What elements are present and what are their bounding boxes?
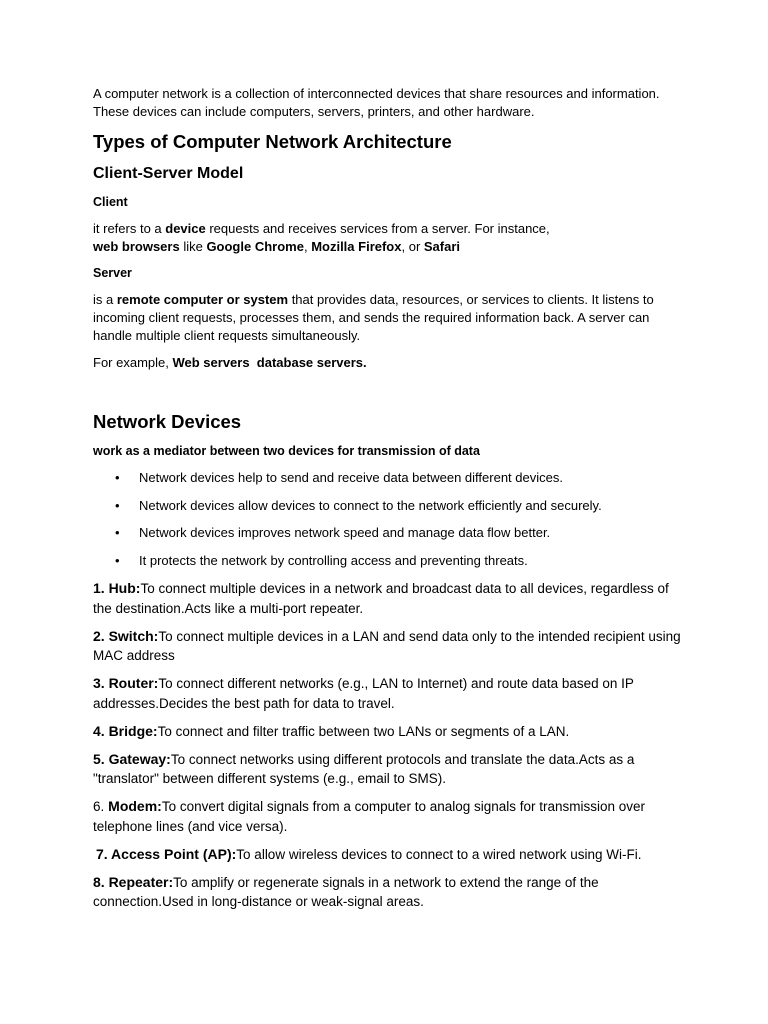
bullet-icon: • — [115, 552, 120, 568]
device-repeater — [93, 873, 685, 912]
document-content — [93, 85, 685, 912]
device-description: To allow wireless devices to connect to a wired network using Wi-Fi. — [236, 846, 642, 862]
device-description: To connect multiple devices in a network and broadcast data to all devices, regardless of the destination.Acts like a multi-port repeater. — [93, 581, 669, 616]
client-bold-device: device — [165, 221, 206, 236]
bullet-text: Network devices improves network speed and manage data flow better. — [139, 525, 551, 540]
device-modem — [93, 797, 685, 836]
client-paragraph — [93, 220, 573, 256]
device-term: 5. Gateway: — [93, 750, 171, 767]
server-text-2: that provides data, resources, or services to clients. It listens to incoming client requests, processes them, and sends the required information back. A server can handle multiple client requests simultaneously. — [93, 292, 654, 343]
device-term: Modem: — [104, 798, 162, 814]
bullet-text: Network devices help to send and receive data between different devices. — [139, 470, 563, 485]
client-text-3: like — [179, 239, 207, 254]
client-label: Client — [93, 195, 128, 209]
client-bold-chrome: Google Chrome — [206, 239, 304, 254]
bullet-icon: • — [115, 525, 120, 540]
bullet-text: Network devices allow devices to connect to the network efficiently and securely. — [139, 497, 602, 513]
client-text-2: requests and receives services from a server. For instance, — [205, 221, 550, 236]
device-switch — [93, 627, 685, 666]
bullet-text: It protects the network by controlling access and preventing threats. — [139, 552, 528, 568]
device-description: To connect and filter traffic between two LANs or segments of a LAN. — [157, 723, 570, 739]
server-text-1: is a — [93, 292, 117, 307]
bullet-list — [93, 469, 685, 570]
example-paragraph — [93, 354, 685, 372]
device-list — [93, 579, 685, 912]
device-description: To connect networks using different protocols and translate the data.Acts as a "translator" between different systems (e.g., email to SMS). — [93, 751, 635, 786]
client-bold-safari: Safari — [423, 239, 461, 254]
heading-network-devices: Network Devices — [93, 411, 242, 432]
device-description: To amplify or regenerate signals in a network to extend the range of the connection.Used in long-distance or weak-signal areas. — [93, 874, 599, 909]
device-hub — [93, 579, 685, 618]
heading-client-server: Client-Server Model — [93, 165, 244, 182]
client-bold-firefox: Mozilla Firefox — [311, 239, 402, 254]
device-gateway — [93, 750, 685, 789]
device-term: 3. Router: — [93, 675, 159, 691]
device-term: 8. Repeater: — [93, 873, 174, 890]
list-item — [93, 524, 685, 542]
bullet-icon: • — [115, 470, 120, 485]
list-item — [93, 497, 685, 515]
device-term: 2. Switch: — [93, 627, 159, 644]
device-term: 4. Bridge: — [93, 722, 158, 739]
device-access-point — [93, 845, 685, 865]
device-number: 6. — [93, 799, 105, 814]
heading-architecture: Types of Computer Network Architecture — [93, 131, 452, 152]
client-text-5: , or — [401, 239, 424, 254]
devices-subheading: work as a mediator between two devices for transmission of data — [93, 444, 480, 458]
server-paragraph — [93, 291, 685, 345]
client-text-4: , — [303, 239, 312, 254]
list-item — [93, 552, 685, 570]
example-text: For example, — [93, 355, 173, 370]
bullet-icon: • — [115, 497, 120, 513]
list-item — [93, 469, 685, 487]
device-description: To connect multiple devices in a LAN and send data only to the intended recipient using MAC address — [93, 628, 681, 663]
client-bold-web-browsers: web browsers — [93, 239, 180, 254]
device-description: To connect different networks (e.g., LAN to Internet) and route data based on IP addresses.Decides the best path for data to travel. — [93, 676, 634, 711]
device-description: To convert digital signals from a computer to analog signals for transmission over telephone lines (and vice versa). — [93, 799, 646, 834]
device-term: 7. Access Point (AP): — [96, 845, 237, 862]
device-router — [93, 674, 685, 713]
intro-paragraph: A computer network is a collection of interconnected devices that share resources and information. These devices can include computers, servers, printers, and other hardware. — [93, 86, 660, 119]
client-text-1: it refers to a — [93, 221, 166, 236]
example-bold: Web servers database servers. — [172, 355, 367, 370]
device-bridge — [93, 722, 685, 742]
server-label: Server — [93, 266, 132, 280]
server-bold-remote: remote computer or system — [116, 292, 289, 307]
device-term: 1. Hub: — [93, 580, 141, 596]
